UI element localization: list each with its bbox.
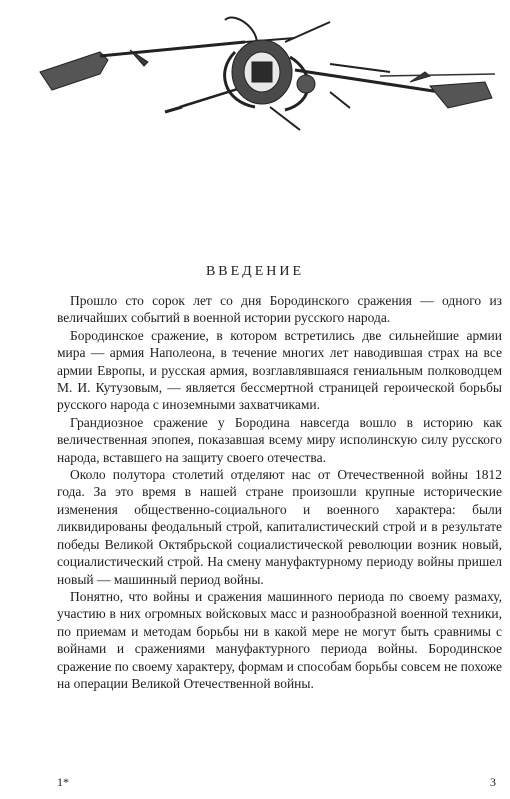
paragraph: Грандиозное сражение у Бородина навсегда вошло в историю как величественная эпопея, показавшая всему миру исполинскую силу русского народа, вставшего на защиту своего отечества.	[57, 414, 502, 465]
body-text	[57, 292, 502, 692]
bayonet-icon	[380, 74, 495, 76]
crossed-weapons-illustration	[30, 12, 500, 162]
section-title: ВВЕДЕНИЕ	[205, 264, 305, 279]
signature-mark: 1*	[57, 775, 69, 789]
paragraph: Прошло сто сорок лет со дня Бородинского сражения — одного из величайших событий в военной истории русского народа.	[57, 293, 502, 326]
paragraph: Бородинское сражение, в котором встретились две сильнейшие армии мира — армия Наполеона, в течение многих лет наводившая страх на все армии Европы, и русская армия, возглавлявшаяся гениальным полководцем М. И. Кутузовым, — является бессмертной страницей героической борьбы русского народа с иноземными захватчиками.	[57, 327, 502, 413]
paragraph: Около полутора столетий отделяют нас от Отечественной войны 1812 года. За это время в нашей стране произошли крупные исторические изменения общественно-социального и военного характера: были ликвидированы феодальный строй, капиталистический строй и в результате победы Великой Октябрьской социалистической революции возник новый, социалистический строй. На смену мануфактурному периоду войны пришел новый — машинный период войны.	[57, 467, 502, 587]
page-number: 3	[490, 775, 496, 789]
rifle-right-icon	[295, 64, 492, 108]
paragraph: Понятно, что войны и сражения машинного периода по своему размаху, участию в них огромных войсковых масс и разнообразной военной техники, по приемам и методам борьбы ни в какой мере не могут быть сравнимы с войнами и сражениями мануфактурного периода войны. Бородинское сражение по своему характеру, формам и способам борьбы совсем не похоже на операции Великой Отечественной войны.	[57, 588, 502, 691]
